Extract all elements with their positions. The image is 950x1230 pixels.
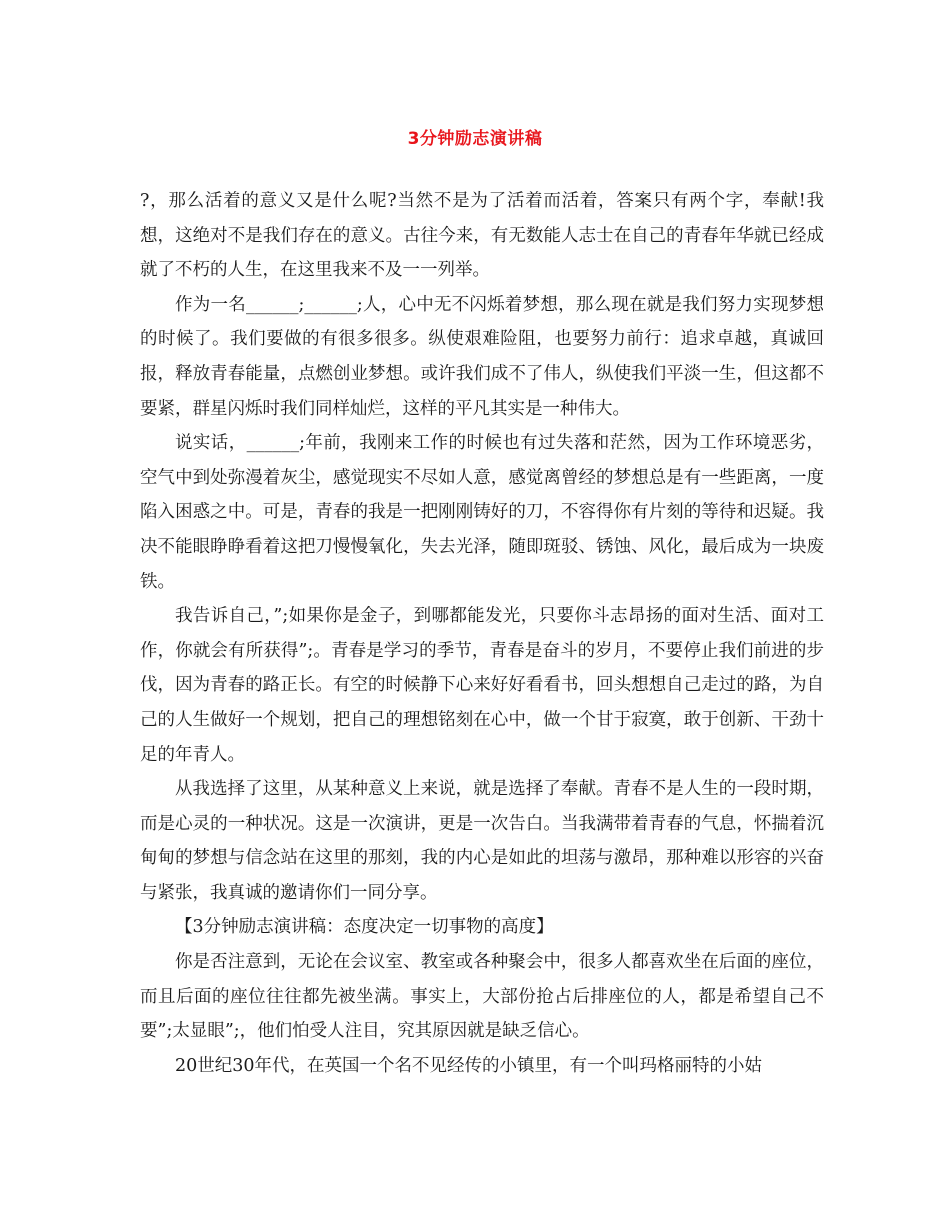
paragraph: 你是否注意到，无论在会议室、教室或各种聚会中，很多人都喜欢坐在后面的座位，而且后面的座位往往都先被坐满。事实上，大部份抢占后排座位的人，都是希望自己不要”;太显眼”;，他们怕受人注目，究其原因就是缺乏信心。 — [140, 952, 824, 1042]
paragraph: 20世纪30年代，在英国一个名不见经传的小镇里，有一个叫玛格丽特的小姑 — [175, 1055, 763, 1076]
section-heading: 【3分钟励志演讲稿：态度决定一切事物的高度】 — [175, 917, 554, 938]
paragraph: 作为一名______;______;人，心中无不闪烁着梦想，那么现在就是我们努力实现梦想的时候了。我们要做的有很多很多。纵使艰难险阻，也要努力前行：追求卓越，真诚回报，释放青春能量，点燃创业梦想。或许我们成不了伟人，纵使我们平淡一生，但这都不要紧，群星闪烁时我们同样灿烂，这样的平凡其实是一种伟大。 — [140, 294, 824, 419]
paragraph: 从我选择了这里，从某种意义上来说，就是选择了奉献。青春不是人生的一段时期，而是心灵的一种状况。这是一次演讲，更是一次告白。当我满带着青春的气息，怀揣着沉甸甸的梦想与信念站在这里的那刻，我的内心是如此的坦荡与激昂，那种难以形容的兴奋与紧张，我真诚的邀请你们一同分享。 — [140, 779, 824, 903]
document-title: 3分钟励志演讲稿 — [407, 129, 543, 149]
document-body — [140, 184, 824, 1083]
paragraph: 我告诉自己，”;如果你是金子，到哪都能发光，只要你斗志昂扬的面对生活、面对工作，你就会有所获得”;。青春是学习的季节，青春是奋斗的岁月，不要停止我们前进的步伐，因为青春的路正长。有空的时候静下心来好好看看书，回头想想自己走过的路，为自己的人生做好一个规划，把自己的理想铭刻在心中，做一个甘于寂寞，敢于创新、干劲十足的年青人。 — [140, 606, 824, 765]
paragraph: ?，那么活着的意义又是什么呢?当然不是为了活着而活着，答案只有两个字，奉献!我想，这绝对不是我们存在的意义。古往今来，有无数能人志士在自己的青春年华就已经成就了不朽的人生，在这里我来不及一一列举。 — [140, 191, 824, 281]
paragraph: 说实话，______;年前，我刚来工作的时候也有过失落和茫然，因为工作环境恶劣，空气中到处弥漫着灰尘，感觉现实不尽如人意，感觉离曾经的梦想总是有一些距离，一度陷入困惑之中。可是，青春的我是一把刚刚铸好的刀，不容得你有片刻的等待和迟疑。我决不能眼睁睁看着这把刀慢慢氧化，失去光泽，随即斑驳、锈蚀、风化，最后成为一块废铁。 — [140, 433, 824, 592]
